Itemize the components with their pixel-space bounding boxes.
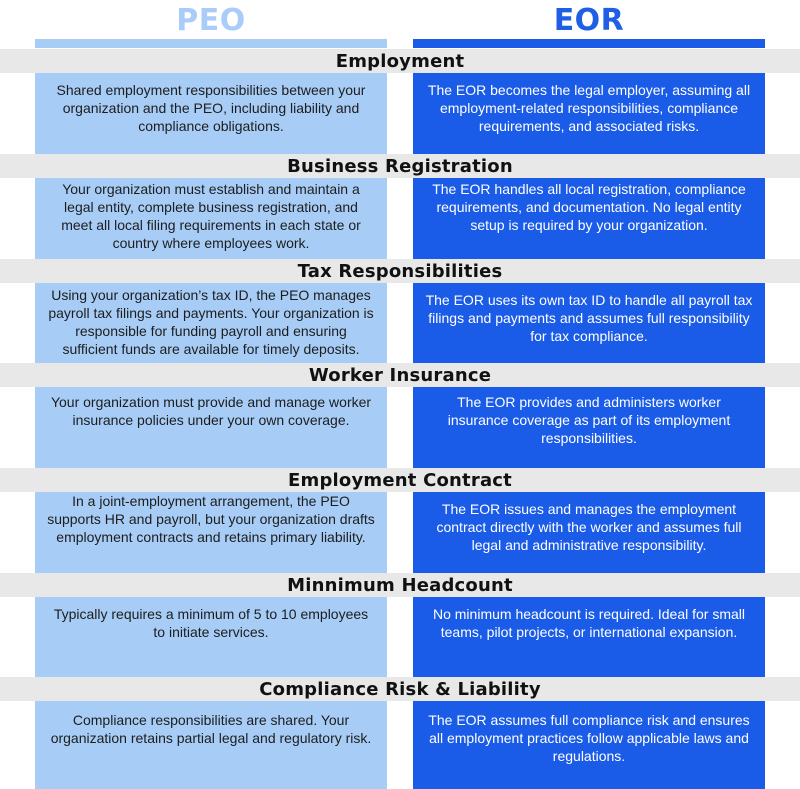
eor-cell-minimum-headcount: No minimum headcount is required. Ideal for small teams, pilot projects, or international expansion.: [413, 597, 765, 677]
eor-cell-compliance-risk: The EOR assumes full compliance risk and ensures all employment practices follow applicable laws and regulations.: [413, 701, 765, 789]
peo-cell-tax-responsibilities: Using your organization’s tax ID, the PEO manages payroll tax filings and payments. Your organization is responsible for funding payroll and ensuring sufficient funds are available for timely deposits.: [35, 283, 387, 363]
column-title-peo: PEO: [176, 3, 246, 38]
eor-cell-employment: The EOR becomes the legal employer, assuming all employment-related responsibilities, compliance requirements, and associated risks.: [413, 73, 765, 154]
peo-cell-minimum-headcount: Typically requires a minimum of 5 to 10 employees to initiate services.: [35, 597, 387, 677]
peo-cell-business-registration: Your organization must establish and maintain a legal entity, complete business registration, and meet all local filing requirements in each state or country where employees work.: [35, 178, 387, 259]
row-heading-employment: Employment: [0, 49, 800, 73]
column-cap-eor: [413, 39, 765, 48]
eor-cell-business-registration: The EOR handles all local registration, compliance requirements, and documentation. No legal entity setup is required by your organization.: [413, 178, 765, 259]
peo-cell-compliance-risk: Compliance responsibilities are shared. Your organization retains partial legal and regulatory risk.: [35, 701, 387, 789]
peo-cell-employment-contract: In a joint-employment arrangement, the PEO supports HR and payroll, but your organization drafts employment contracts and retains primary liability.: [35, 492, 387, 573]
eor-cell-tax-responsibilities: The EOR uses its own tax ID to handle all payroll tax filings and payments and assumes full responsibility for tax compliance.: [413, 283, 765, 363]
peo-cell-employment: Shared employment responsibilities between your organization and the PEO, including liability and compliance obligations.: [35, 73, 387, 154]
row-heading-employment-contract: Employment Contract: [0, 468, 800, 492]
column-cap-peo: [35, 39, 387, 48]
row-heading-worker-insurance: Worker Insurance: [0, 363, 800, 387]
eor-cell-worker-insurance: The EOR provides and administers worker insurance coverage as part of its employment responsibilities.: [413, 387, 765, 468]
row-heading-business-registration: Business Registration: [0, 154, 800, 178]
eor-cell-employment-contract: The EOR issues and manages the employment contract directly with the worker and assumes full legal and administrative responsibility.: [413, 492, 765, 573]
row-heading-tax-responsibilities: Tax Responsibilities: [0, 259, 800, 283]
row-heading-compliance-risk: Compliance Risk & Liability: [0, 677, 800, 701]
column-title-eor: EOR: [553, 3, 625, 38]
row-heading-minimum-headcount: Minnimum Headcount: [0, 573, 800, 597]
peo-cell-worker-insurance: Your organization must provide and manage worker insurance policies under your own coverage.: [35, 387, 387, 468]
